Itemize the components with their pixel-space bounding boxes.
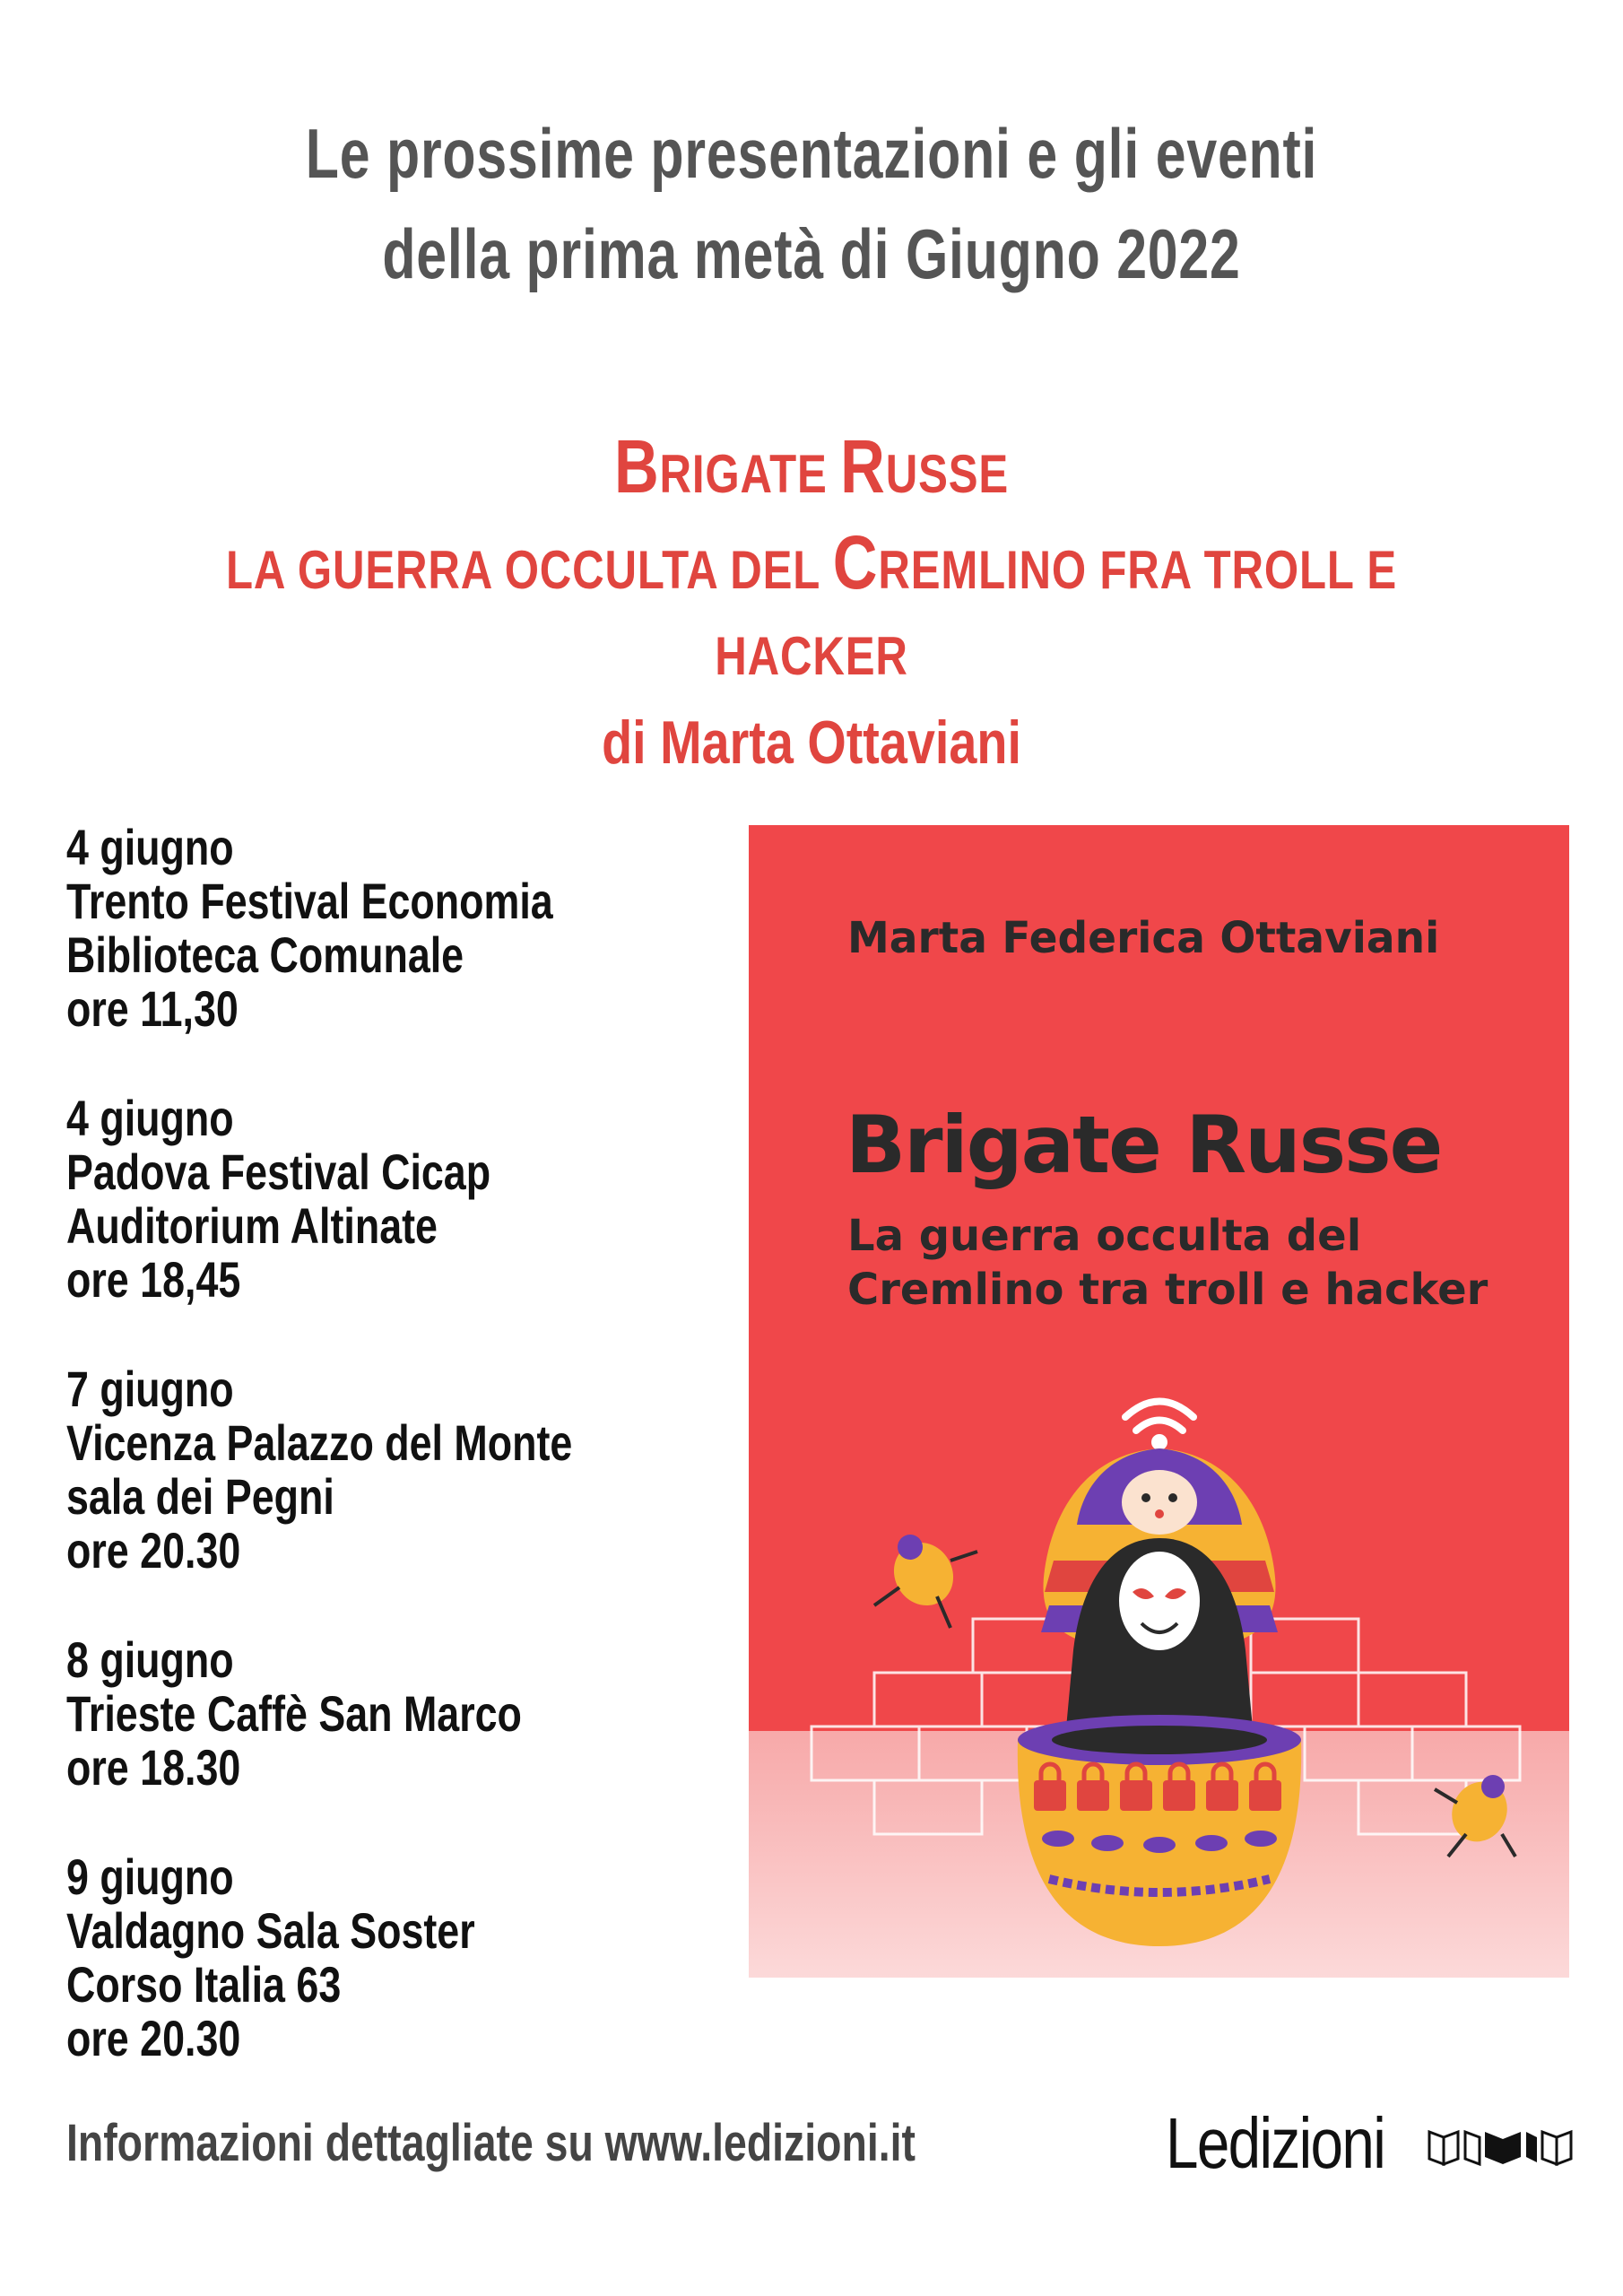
bug-icon	[1435, 1773, 1517, 1857]
event-line: Vicenza Palazzo del Monte	[66, 1414, 573, 1471]
event-date: 8 giugno	[66, 1631, 234, 1688]
book-title-block	[0, 422, 1623, 786]
publisher-name: Ledizioni	[1166, 2103, 1385, 2183]
event-item	[66, 1091, 748, 1307]
cover-subtitle	[847, 1209, 1488, 1317]
cover-subtitle-line-2: Cremlino tra troll e hacker	[847, 1265, 1488, 1315]
event-line: Biblioteca Comunale	[66, 926, 464, 983]
event-line: Valdagno Sala Soster	[66, 1902, 475, 1959]
book-author: di Marta Ottaviani	[602, 709, 1021, 777]
event-time: ore 18,45	[66, 1251, 241, 1308]
event-time: ore 18.30	[66, 1739, 241, 1796]
event-item	[66, 1362, 748, 1578]
matryoshka-illustration	[749, 1381, 1569, 1978]
footer-info: Informazioni dettagliate su www.ledizioni.it	[66, 2114, 916, 2172]
header-line-1: Le prossime presentazioni e gli eventi	[305, 114, 1318, 193]
event-date: 7 giugno	[66, 1361, 234, 1417]
event-date: 4 giugno	[66, 819, 234, 875]
cover-author: Marta Federica Ottaviani	[847, 913, 1440, 963]
event-line: sala dei Pegni	[66, 1468, 334, 1525]
event-date: 9 giugno	[66, 1848, 234, 1905]
bug-icon	[874, 1532, 977, 1628]
event-time: ore 11,30	[66, 980, 239, 1037]
book-logo-icon	[1426, 2126, 1578, 2168]
header-line-2: della prima metà di Giugno 2022	[382, 214, 1241, 293]
events-list	[66, 821, 748, 2121]
book-subtitle: LA GUERRA OCCULTA DEL CREMLINO FRA TROLL E HACKER	[226, 520, 1397, 686]
book-cover	[749, 825, 1569, 1978]
event-line: Trento Festival Economia	[66, 873, 553, 929]
event-item	[66, 821, 748, 1036]
event-date: 4 giugno	[66, 1090, 234, 1146]
event-line: Trieste Caffè San Marco	[66, 1685, 522, 1742]
page-header	[0, 103, 1623, 304]
event-time: ore 20.30	[66, 2010, 241, 2066]
event-line: Corso Italia 63	[66, 1956, 342, 2013]
wifi-icon	[1125, 1402, 1193, 1448]
event-item	[66, 1850, 748, 2066]
cover-title: Brigate Russe	[846, 1099, 1442, 1191]
book-title: BRIGATE RUSSE	[613, 424, 1010, 509]
event-time: ore 20.30	[66, 1522, 241, 1578]
event-item	[66, 1633, 748, 1795]
cover-subtitle-line-1: La guerra occulta del	[847, 1211, 1362, 1261]
event-line: Auditorium Altinate	[66, 1197, 438, 1254]
event-line: Padova Festival Cicap	[66, 1144, 491, 1200]
publisher-logo	[1166, 2103, 1433, 2184]
